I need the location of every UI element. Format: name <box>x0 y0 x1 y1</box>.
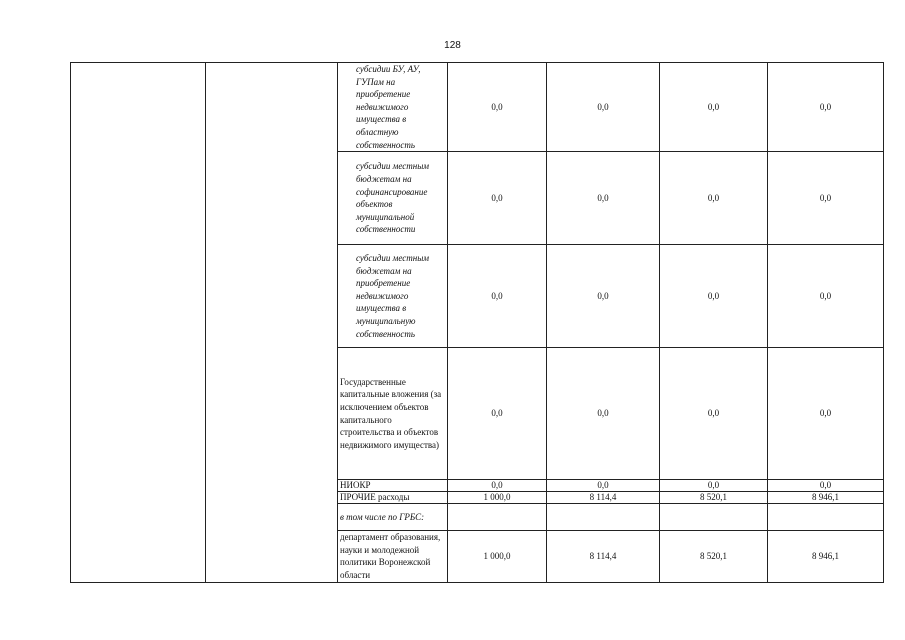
row-label: НИОКР <box>338 480 448 492</box>
value-cell: 0,0 <box>448 245 547 348</box>
value-cell: 0,0 <box>660 152 768 245</box>
row-label: субсидии БУ, АУ, ГУПам на приобретение недвижимого имущества в областную собственность <box>338 63 448 152</box>
row-label: департамент образования, науки и молодежной политики Воронежской области <box>338 531 448 582</box>
value-cell: 8 946,1 <box>768 492 884 504</box>
table-row <box>71 63 884 152</box>
value-cell: 8 946,1 <box>768 531 884 582</box>
page-number: 128 <box>444 40 461 51</box>
value-cell: 8 114,4 <box>547 492 660 504</box>
value-cell <box>448 504 547 531</box>
value-cell: 0,0 <box>768 152 884 245</box>
empty-column-2 <box>206 63 338 583</box>
value-cell: 0,0 <box>660 63 768 152</box>
budget-table <box>70 62 884 583</box>
value-cell: 8 520,1 <box>660 492 768 504</box>
row-label: в том числе по ГРБС: <box>338 504 448 531</box>
value-cell: 0,0 <box>547 348 660 480</box>
value-cell: 0,0 <box>768 480 884 492</box>
value-cell: 0,0 <box>448 348 547 480</box>
row-label: субсидии местным бюджетам на софинансирование объектов муниципальной собственности <box>338 152 448 245</box>
value-cell: 0,0 <box>768 348 884 480</box>
empty-column-1 <box>71 63 206 583</box>
value-cell <box>660 504 768 531</box>
value-cell: 1 000,0 <box>448 531 547 582</box>
value-cell: 8 520,1 <box>660 531 768 582</box>
value-cell: 0,0 <box>660 348 768 480</box>
row-label: Государственные капитальные вложения (за исключением объектов капитального строительства и объектов недвижимого имущества) <box>338 348 448 480</box>
value-cell: 0,0 <box>448 152 547 245</box>
value-cell: 0,0 <box>547 480 660 492</box>
value-cell: 0,0 <box>768 63 884 152</box>
value-cell: 0,0 <box>448 480 547 492</box>
value-cell <box>768 504 884 531</box>
row-label: ПРОЧИЕ расходы <box>338 492 448 504</box>
value-cell: 0,0 <box>660 245 768 348</box>
value-cell: 0,0 <box>448 63 547 152</box>
value-cell: 0,0 <box>547 245 660 348</box>
value-cell: 0,0 <box>768 245 884 348</box>
value-cell: 0,0 <box>547 63 660 152</box>
value-cell: 1 000,0 <box>448 492 547 504</box>
row-label: субсидии местным бюджетам на приобретение недвижимого имущества в муниципальную собственность <box>338 245 448 348</box>
value-cell <box>547 504 660 531</box>
value-cell: 0,0 <box>547 152 660 245</box>
value-cell: 0,0 <box>660 480 768 492</box>
value-cell: 8 114,4 <box>547 531 660 582</box>
